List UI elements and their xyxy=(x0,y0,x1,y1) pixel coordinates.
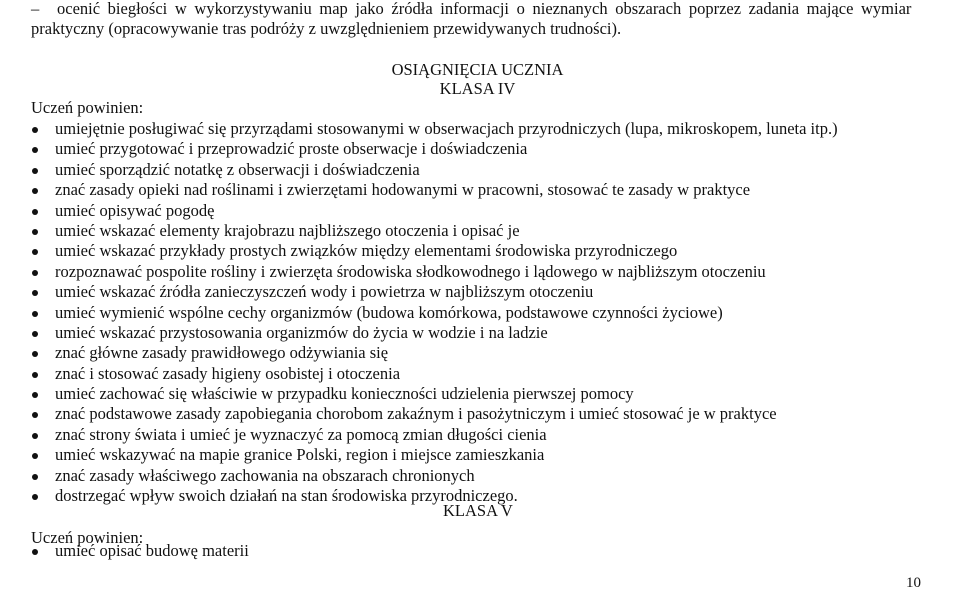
list-item: znać i stosować zasady higieny osobistej i otoczenia xyxy=(31,364,838,384)
intro-text-1: ocenić biegłości w wykorzystywaniu map jako źródła informacji o nieznanych obszarach poprzez zadania mające wymiar xyxy=(57,0,912,18)
class-5-list xyxy=(31,541,249,561)
list-item: dostrzegać wpływ swoich działań na stan środowiska przyrodniczego. xyxy=(31,486,838,506)
intro-line-2: praktyczny (opracowywanie tras podróży z uwzględnieniem przewidywanych trudności). xyxy=(31,19,622,38)
intro-line-1 xyxy=(31,0,911,19)
list-item: znać podstawowe zasady zapobiegania chorobom zakaźnym i pasożytniczym i umieć stosować je w praktyce xyxy=(31,404,838,424)
list-item: rozpoznawać pospolite rośliny i zwierzęta środowiska słodkowodnego i lądowego w najbliższym otoczeniu xyxy=(31,262,838,282)
class-4-list xyxy=(31,119,838,506)
section-title: OSIĄGNIĘCIA UCZNIA xyxy=(391,60,564,79)
class-4-title: KLASA IV xyxy=(439,79,516,98)
list-item: umieć wymienić wspólne cechy organizmów (budowa komórkowa, podstawowe czynności życiowe) xyxy=(31,303,838,323)
page-number: 10 xyxy=(906,575,921,591)
list-item: umieć sporządzić notatkę z obserwacji i doświadczenia xyxy=(31,160,838,180)
list-item: znać główne zasady prawidłowego odżywiania się xyxy=(31,343,838,363)
list-item: umieć wskazywać na mapie granice Polski, region i miejsce zamieszkania xyxy=(31,445,838,465)
list-item: umieć przygotować i przeprowadzić proste obserwacje i doświadczenia xyxy=(31,139,838,159)
list-item: umieć wskazać przystosowania organizmów do życia w wodzie i na ladzie xyxy=(31,323,838,343)
dash-bullet: – xyxy=(31,0,40,18)
list-item: umiejętnie posługiwać się przyrządami stosowanymi w obserwacjach przyrodniczych (lupa, mikroskopem, luneta itp.) xyxy=(31,119,838,139)
class-5-title: KLASA V xyxy=(443,501,513,520)
list-item: znać zasady właściwego zachowania na obszarach chronionych xyxy=(31,466,838,486)
list-item: umieć opisać budowę materii xyxy=(31,541,249,561)
class-4-heading: Uczeń powinien: xyxy=(31,98,144,117)
list-item: umieć opisywać pogodę xyxy=(31,201,838,221)
list-item: umieć zachować się właściwie w przypadku konieczności udzielenia pierwszej pomocy xyxy=(31,384,838,404)
list-item: umieć wskazać elementy krajobrazu najbliższego otoczenia i opisać je xyxy=(31,221,838,241)
list-item: umieć wskazać przykłady prostych związków między elementami środowiska przyrodniczego xyxy=(31,241,838,261)
class-5-heading: Uczeń powinien: xyxy=(31,528,144,547)
list-item: znać zasady opieki nad roślinami i zwierzętami hodowanymi w pracowni, stosować te zasady w praktyce xyxy=(31,180,838,200)
list-item: znać strony świata i umieć je wyznaczyć za pomocą zmian długości cienia xyxy=(31,425,838,445)
list-item: umieć wskazać źródła zanieczyszczeń wody i powietrza w najbliższym otoczeniu xyxy=(31,282,838,302)
